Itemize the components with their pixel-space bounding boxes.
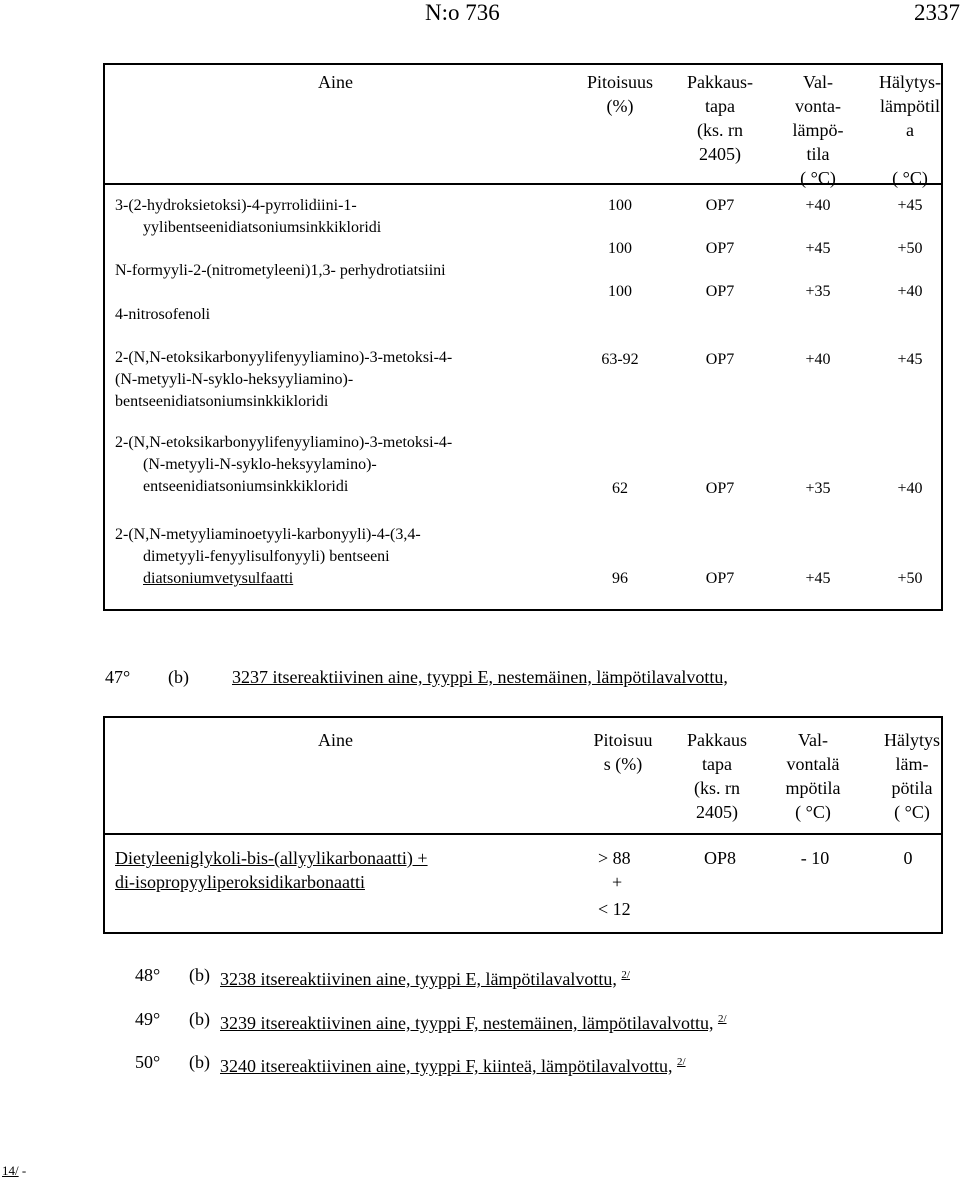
header-halytyslampotila: Hälytys läm- pötila ( °C): [884, 730, 940, 822]
table-row-pakkaus: OP7: [705, 351, 735, 368]
table-row-pakkaus: OP7: [705, 570, 735, 587]
table-row-valvonta: +35: [805, 283, 831, 300]
table-2-header-divider: [103, 833, 943, 835]
table-row-halytys: +45: [897, 197, 923, 214]
table-row-pitoisuus: 63-92: [601, 351, 639, 368]
item-class: (b): [189, 1052, 210, 1072]
header-aine: Aine: [318, 72, 353, 92]
item-class: (b): [189, 965, 210, 985]
footnote-ref: 2/: [717, 1013, 727, 1025]
table-row-halytys: 0: [903, 848, 913, 868]
table-row-pitoisuus: > 88 + < 12: [598, 848, 631, 919]
table-row-pitoisuus: 100: [608, 240, 632, 257]
header-pakkaustapa: Pakkaus tapa (ks. rn 2405): [687, 730, 747, 822]
table-row-valvonta: +45: [805, 240, 831, 257]
table-row-aine: 3-(2-hydroksietoksi)-4-pyrrolidiini-1- yylibentseenidiatsoniumsinkkikloridi: [115, 197, 382, 236]
table-row-valvonta: +40: [805, 197, 831, 214]
table-row-pakkaus: OP7: [705, 480, 735, 497]
item-number: 48°: [135, 965, 161, 985]
table-row-halytys: +50: [897, 570, 923, 587]
page-number: N:o 736: [425, 0, 500, 25]
table-row-halytys: +40: [897, 283, 923, 300]
table-row-pakkaus: OP7: [705, 197, 735, 214]
table-row-pakkaus: OP8: [703, 848, 736, 868]
table-row-valvonta: +35: [805, 480, 831, 497]
item-description: 3240 itsereaktiivinen aine, tyyppi F, kiinteä, lämpötilavalvottu, $^{2/}$: [220, 1056, 686, 1076]
table-row-aine: Dietyleeniglykoli-bis-(allyylikarbonaatti) + di-isopropyyliperoksidikarbonaatti: [115, 848, 428, 892]
footnote-ref: 2/: [676, 1056, 686, 1068]
item-class: (b): [168, 667, 189, 687]
table-row-aine: 2-(N,N-etoksikarbonyylifenyyliamino)-3-metoksi-4- (N-metyyli-N-syklo-heksyyliamino)- bentseenidiatsoniumsinkkikloridi: [115, 349, 453, 410]
table-row-halytys: +50: [897, 240, 923, 257]
header-pakkaustapa: Pakkaus- tapa (ks. rn 2405): [687, 72, 753, 164]
table-row-pitoisuus: 96: [612, 570, 628, 587]
header-pitoisuus: Pitoisuus (%): [586, 72, 654, 116]
item-description: 3238 itsereaktiivinen aine, tyyppi E, lämpötilavalvottu, $^{2/}$: [220, 969, 630, 989]
table-row-pitoisuus: 62: [612, 480, 628, 497]
item-class: (b): [189, 1009, 210, 1029]
item-number: 50°: [135, 1052, 161, 1072]
table-row-pitoisuus: 100: [608, 283, 632, 300]
item-number: 47°: [105, 667, 131, 687]
item-number: 49°: [135, 1009, 161, 1029]
table-row-aine: 2-(N,N-metyyliaminoetyyli-karbonyyli)-4-(3,4- dimetyyli-fenyylisulfonyyli) bentseeni diatsoniumvetysulfaatti: [115, 526, 421, 587]
header-aine: Aine: [318, 730, 353, 750]
table-row-aine: 2-(N,N-etoksikarbonyylifenyyliamino)-3-metoksi-4- (N-metyyli-N-syklo-heksyylamino)- entseenidiatsoniumsinkkikloridi: [115, 434, 453, 495]
table-row-halytys: +40: [897, 480, 923, 497]
table-row-pakkaus: OP7: [705, 240, 735, 257]
item-description: 3237 itsereaktiivinen aine, tyyppi E, nestemäinen, lämpötilavalvottu,: [232, 667, 728, 687]
table-row-aine: N-formyyli-2-(nitrometyleeni)1,3- perhydrotiatsiini: [115, 262, 446, 279]
header-valvontalampotila: Val- vontalä mpötila ( °C): [785, 730, 841, 822]
table-row-aine: 4-nitrosofenoli: [115, 306, 211, 323]
table-row-valvonta: +45: [805, 570, 831, 587]
table-row-pakkaus: OP7: [705, 283, 735, 300]
page-count: 2337: [914, 0, 960, 25]
table-row-pitoisuus: 100: [608, 197, 632, 214]
header-pitoisuus: Pitoisuu s (%): [593, 730, 653, 774]
footnote-ref: 2/: [621, 969, 630, 981]
header-halytyslampotila: Hälytys- lämpötil a ( °C): [879, 72, 941, 188]
table-row-valvonta: - 10: [800, 848, 830, 868]
table-row-valvonta: +40: [805, 351, 831, 368]
footnote-marker: 14/ -: [2, 1163, 27, 1178]
table-row-halytys: +45: [897, 351, 923, 368]
header-valvontalampotila: Val- vonta- lämpö- tila ( °C): [792, 72, 844, 188]
item-description: 3239 itsereaktiivinen aine, tyyppi F, nestemäinen, lämpötilavalvottu, $^{2/}$: [220, 1013, 727, 1033]
